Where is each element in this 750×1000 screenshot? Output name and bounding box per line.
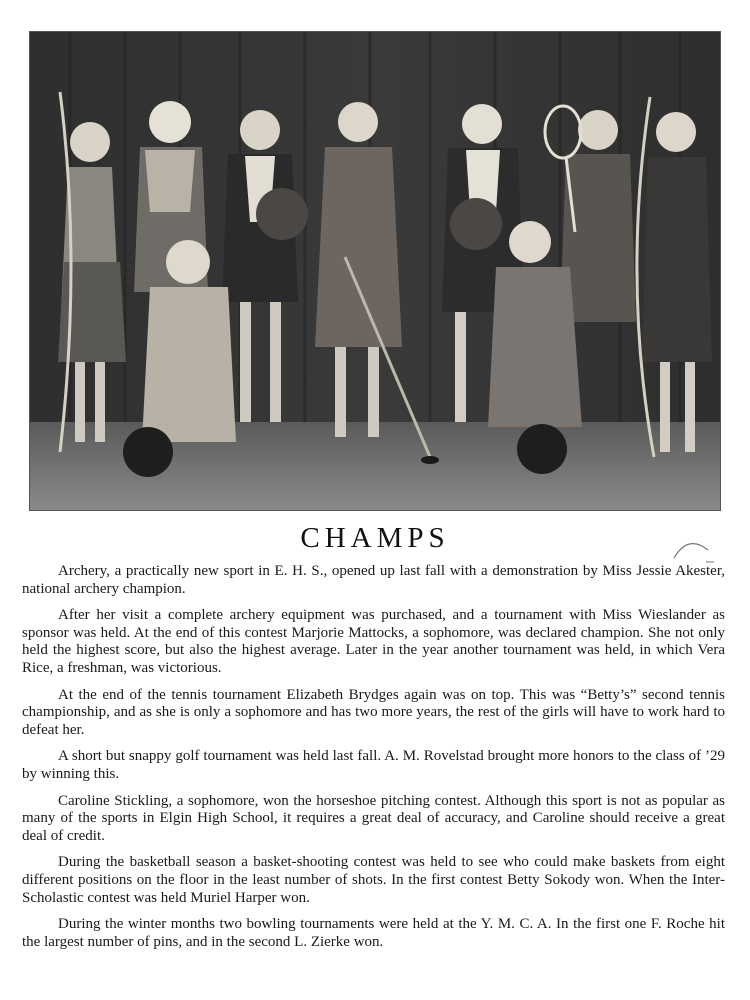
paragraph-tennis: At the end of the tennis tournament Elizabeth Brydges again was on top. This was “Betty’s” second tennis championship, and as she is only a sophomore and has two more years, the rest of the girls will have to work hard to defeat her. xyxy=(22,686,725,738)
paragraph-archery-tournament: After her visit a complete archery equipment was purchased, and a tournament with Miss Wieslander as sponsor was held. At the end of this contest Marjorie Mattocks, a sophomore, was declared champion. She not only held the highest score, but also the highest average. Later in the year another tournament was held, in which Vera Rice, a freshman, was victorious. xyxy=(22,607,725,676)
paragraph-horseshoe: Caroline Stickling, a sophomore, won the horseshoe pitching contest. Although this sport is not as popular as many of the sports in Elgin High School, it requires a great deal of accuracy, and Caroline should receive a great deal of credit. xyxy=(22,792,725,844)
paragraph-bowling: During the winter months two bowling tournaments were held at the Y. M. C. A. In the first one F. Roche hit the largest number of pins, and in the second L. Zierke won. xyxy=(22,916,725,950)
photo-illustration xyxy=(30,32,720,510)
article-body xyxy=(22,563,725,960)
paragraph-golf: A short but snappy golf tournament was held last fall. A. M. Rovelstad brought more honors to the class of ’29 by winning this. xyxy=(22,748,725,782)
team-photograph xyxy=(29,31,721,511)
paragraph-basketball: During the basketball season a basket-shooting contest was held to see who could make baskets from eight different positions on the floor in the least number of shots. In the first contest Betty Sokody won. When the Inter-Scholastic contest was held Muriel Harper won. xyxy=(22,854,725,906)
paragraph-archery-intro: Archery, a practically new sport in E. H. S., opened up last fall with a demonstration by Miss Jessie Akester, national archery champion. xyxy=(22,563,725,597)
page-title: CHAMPS xyxy=(300,522,450,554)
